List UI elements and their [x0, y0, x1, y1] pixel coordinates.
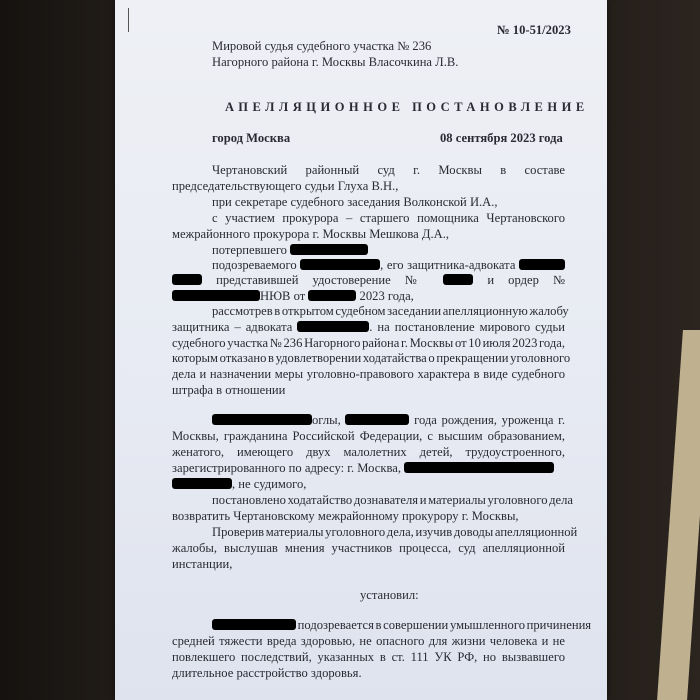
text: подозревается в совершении умышленного причинения — [297, 618, 592, 632]
text-line: повлекшего последствий, указанных в ст. 111 УК РФ, но вызвавшего — [172, 650, 565, 664]
text-line: межрайонного прокурора г. Москвы Мешкова Д.А., — [172, 227, 449, 241]
redaction — [345, 414, 409, 425]
text: . на постановление мирового судьи — [369, 320, 565, 334]
text: , не судимого, — [232, 477, 307, 491]
text: НЮВ от — [260, 289, 306, 303]
text: и ордер № — [487, 273, 565, 287]
text-line: средней тяжести вреда здоровью, не опасного для жизни человека и не — [172, 634, 565, 648]
text: потерпевшего — [212, 243, 287, 257]
text-line — [172, 289, 565, 304]
text-line: с участием прокурора – старшего помощника Чертановского — [212, 211, 565, 225]
text: защитника – адвоката — [172, 320, 293, 334]
text-line — [212, 413, 565, 428]
text-line: женатого, имеющего двух малолетних детей, трудоустроенного, — [172, 445, 565, 459]
text-line: судебного участка № 236 Нагорного района г. Москвы от 10 июля 2023 года, — [172, 336, 565, 350]
date: 08 сентября 2023 года — [440, 131, 563, 145]
text-line: дела и назначении меры уголовно-правового характера в виде судебного — [172, 367, 565, 381]
text: представившей удостоверение № — [216, 273, 430, 287]
redaction — [519, 259, 565, 270]
text-line: постановлено ходатайство дознавателя и материалы уголовного дела — [212, 493, 574, 507]
text-line: председательствующего судьи Глуха В.Н., — [172, 179, 399, 193]
case-number: № 10-51/2023 — [497, 23, 571, 37]
redaction — [404, 462, 554, 473]
redaction — [212, 414, 312, 425]
text-line: жалобы, выслушав мнения участников процесса, суд апелляционной — [172, 541, 565, 555]
text: года рождения, уроженца г. — [414, 413, 565, 427]
judge-line-1: Мировой судья судебного участка № 236 — [212, 39, 432, 53]
text-line: Москвы, гражданина Российской Федерации, с высшим образованием, — [172, 429, 565, 443]
text: подозреваемого — [212, 258, 297, 272]
text: оглы, — [312, 413, 341, 427]
redaction — [297, 321, 369, 332]
judge-line-2: Нагорного района г. Москвы Власочкина Л.В. — [212, 55, 459, 69]
text-line: инстанции, — [172, 557, 233, 571]
text-line: длительное расстройство здоровья. — [172, 666, 362, 680]
text-line — [212, 258, 565, 273]
city: город Москва — [212, 131, 291, 145]
text-line — [212, 243, 565, 258]
text-line — [172, 273, 565, 288]
redaction — [172, 290, 260, 301]
text: зарегистрированного по адресу: г. Москва, — [172, 461, 402, 475]
text-line — [172, 477, 565, 492]
section-heading: установил: — [360, 588, 419, 602]
redaction — [300, 259, 380, 270]
redaction — [172, 274, 202, 285]
text-line: Чертановский районный суд г. Москвы в составе — [212, 163, 565, 177]
text: 2023 года, — [359, 289, 414, 303]
text-line: которым отказано в удовлетворении ходатайства о прекращении уголовного — [172, 351, 571, 365]
text-line: Проверив материалы уголовного дела, изучив доводы апелляционной — [212, 525, 578, 539]
text: , его защитника-адвоката — [380, 258, 516, 272]
text-line: рассмотрев в открытом судебном заседании апелляционную жалобу — [212, 304, 569, 318]
text-line — [212, 618, 592, 633]
redaction — [290, 244, 368, 255]
redaction — [308, 290, 356, 301]
text-line: возвратить Чертановскому межрайонному прокурору г. Москвы, — [172, 509, 519, 523]
text-line — [172, 320, 565, 335]
redaction — [443, 274, 473, 285]
redaction — [212, 619, 296, 630]
text-line: штрафа в отношении — [172, 383, 286, 397]
text-line: при секретаре судебного заседания Волконской И.А., — [212, 195, 498, 209]
document-title: АПЕЛЛЯЦИОННОЕ ПОСТАНОВЛЕНИЕ — [225, 100, 589, 114]
pen-mark — [128, 8, 129, 32]
text-line — [172, 461, 565, 476]
redaction — [172, 478, 232, 489]
